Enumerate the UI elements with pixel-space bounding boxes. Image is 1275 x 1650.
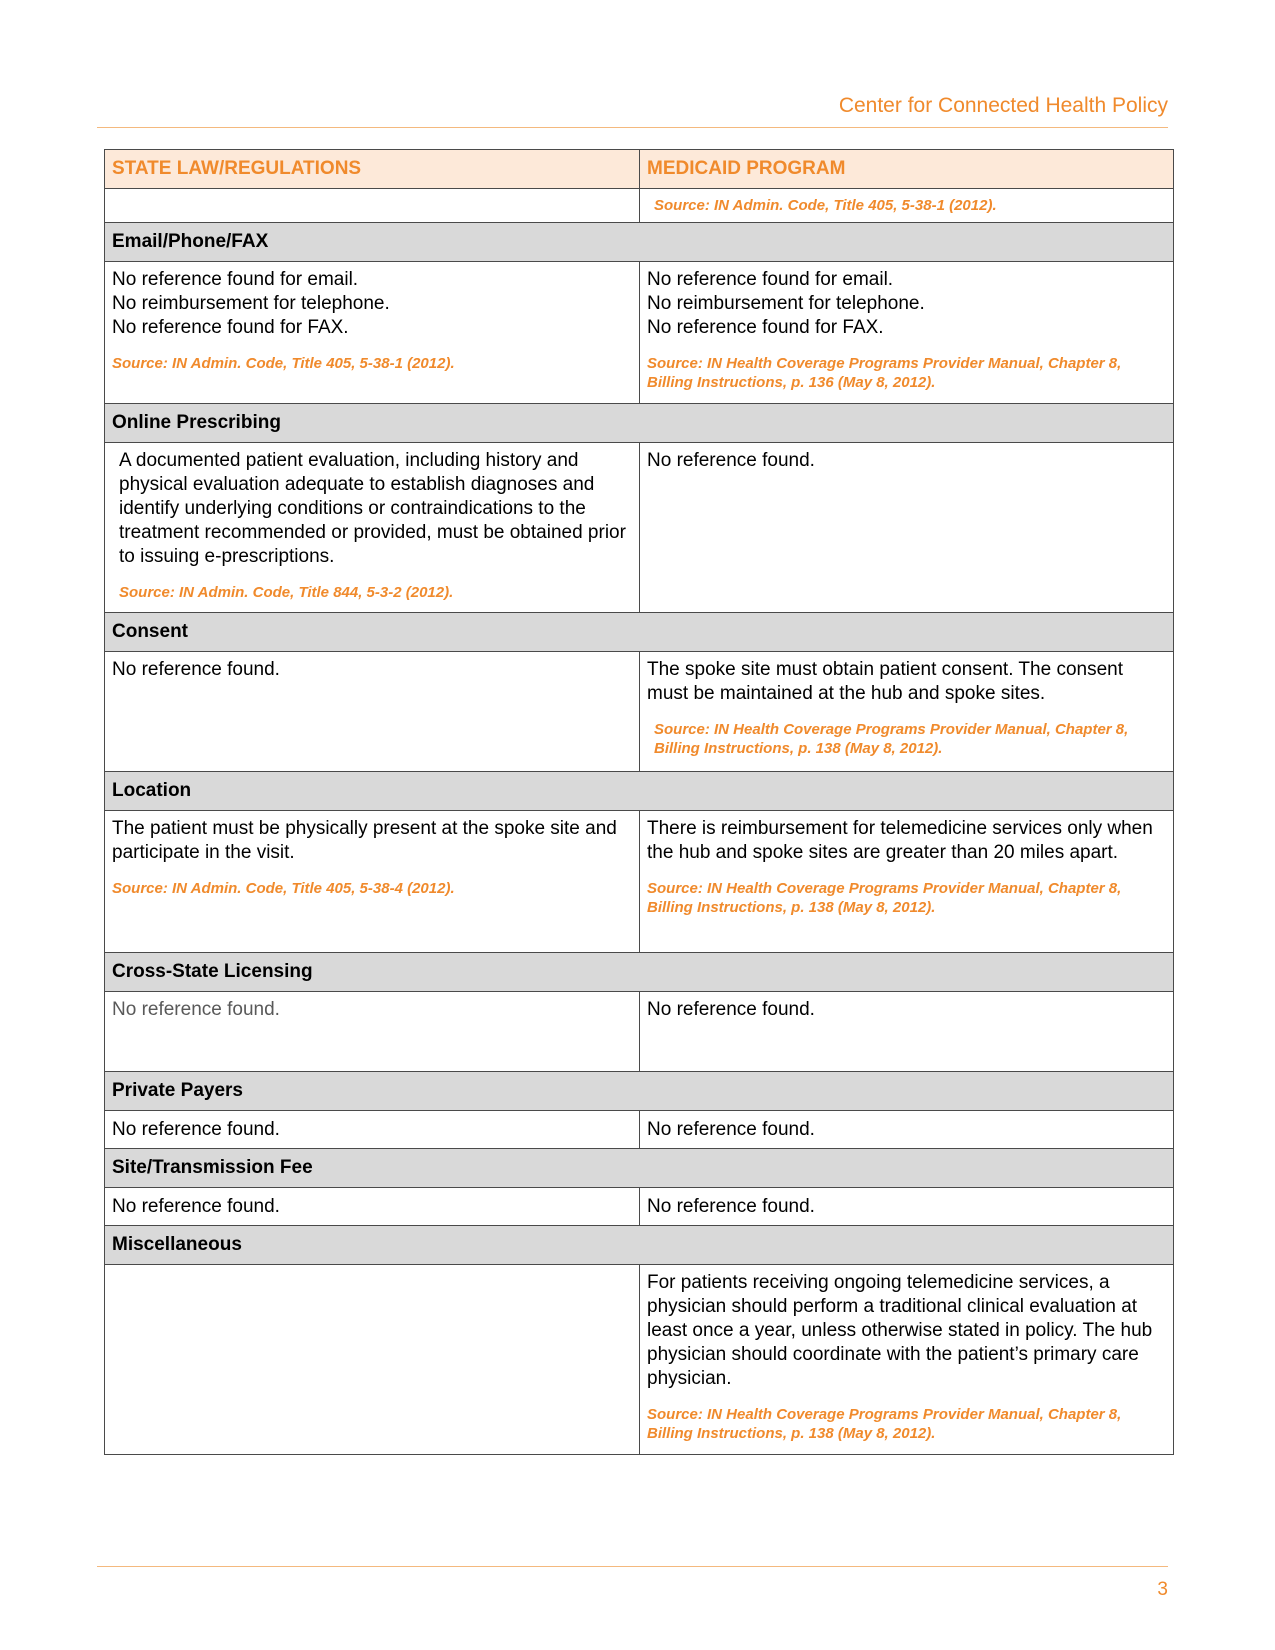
section-title: Location xyxy=(105,772,1174,811)
table-row xyxy=(105,189,1174,223)
section-header-online-prescribing xyxy=(105,404,1174,443)
page-number: 3 xyxy=(1157,1579,1168,1600)
text-paragraph: A documented patient evaluation, including history and physical evaluation adequate to establish diagnoses and identify underlying conditions or contraindications to the treatment recommended or provided, must be obtained prior to issuing e-prescriptions. xyxy=(119,450,626,567)
empty-cell xyxy=(105,1265,640,1455)
text-paragraph: There is reimbursement for telemedicine services only when the hub and spoke sites are greater than 20 miles apart. xyxy=(647,818,1153,863)
source-citation: Source: IN Health Coverage Programs Provider Manual, Chapter 8, Billing Instructions, p. 138 (May 8, 2012). xyxy=(654,721,1129,757)
table-row xyxy=(105,262,1174,404)
source-citation: Source: IN Health Coverage Programs Provider Manual, Chapter 8, Billing Instructions, p. 138 (May 8, 2012). xyxy=(647,1406,1122,1442)
text-paragraph: The spoke site must obtain patient consent. The consent must be maintained at the hub and spoke sites. xyxy=(647,659,1123,704)
column-header-row xyxy=(105,150,1174,189)
table-row xyxy=(105,1188,1174,1226)
section-title: Miscellaneous xyxy=(105,1226,1174,1265)
section-header-cross-state-licensing xyxy=(105,953,1174,992)
table-row xyxy=(105,992,1174,1072)
source-citation: Source: IN Admin. Code, Title 405, 5-38-1 (2012). xyxy=(112,355,455,372)
text-paragraph: No reference found. xyxy=(112,659,280,680)
column-header-medicaid: MEDICAID PROGRAM xyxy=(640,150,1174,189)
section-title: Email/Phone/FAX xyxy=(105,223,1174,262)
text-paragraph: No reference found. xyxy=(647,999,815,1020)
section-header-private-payers xyxy=(105,1072,1174,1111)
table-row xyxy=(105,443,1174,613)
footer-rule xyxy=(97,1566,1168,1567)
empty-cell xyxy=(105,189,640,223)
section-header-consent xyxy=(105,613,1174,652)
section-header-miscellaneous xyxy=(105,1226,1174,1265)
text-line: No reimbursement for telephone. xyxy=(647,293,925,314)
org-header: Center for Connected Health Policy xyxy=(838,94,1168,117)
table-row xyxy=(105,1111,1174,1149)
section-title: Online Prescribing xyxy=(105,404,1174,443)
text-line: No reimbursement for telephone. xyxy=(112,293,390,314)
section-header-location xyxy=(105,772,1174,811)
source-citation: Source: IN Admin. Code, Title 405, 5-38-4 (2012). xyxy=(112,880,455,897)
table-row xyxy=(105,811,1174,953)
section-header-email-phone-fax xyxy=(105,223,1174,262)
text-line: No reference found for FAX. xyxy=(647,317,884,338)
header-rule xyxy=(97,127,1168,128)
section-header-site-transmission-fee xyxy=(105,1149,1174,1188)
column-header-state-law: STATE LAW/REGULATIONS xyxy=(105,150,640,189)
source-citation: Source: IN Health Coverage Programs Provider Manual, Chapter 8, Billing Instructions, p. 138 (May 8, 2012). xyxy=(647,880,1122,916)
text-line: No reference found for FAX. xyxy=(112,317,349,338)
section-title: Cross-State Licensing xyxy=(105,953,1174,992)
text-paragraph: No reference found. xyxy=(112,1118,280,1140)
text-paragraph: No reference found. xyxy=(647,1118,815,1140)
section-title: Private Payers xyxy=(105,1072,1174,1111)
section-title: Consent xyxy=(105,613,1174,652)
text-paragraph: No reference found. xyxy=(112,1195,280,1217)
source-citation: Source: IN Admin. Code, Title 844, 5-3-2 (2012). xyxy=(119,584,454,601)
text-paragraph: No reference found. xyxy=(112,999,280,1020)
policy-table xyxy=(104,149,1174,1455)
text-paragraph: No reference found. xyxy=(647,450,815,471)
text-line: No reference found for email. xyxy=(647,269,894,290)
text-paragraph: The patient must be physically present at the spoke site and participate in the visit. xyxy=(112,818,617,863)
table-row xyxy=(105,1265,1174,1455)
text-paragraph: No reference found. xyxy=(647,1195,815,1217)
text-paragraph: For patients receiving ongoing telemedicine services, a physician should perform a traditional clinical evaluation at least once a year, unless otherwise stated in policy. The hub physician should coordinate with the patient’s primary care physician. xyxy=(647,1272,1153,1389)
text-line: No reference found for email. xyxy=(112,269,359,290)
source-citation: Source: IN Health Coverage Programs Provider Manual, Chapter 8, Billing Instructions, p. 136 (May 8, 2012). xyxy=(647,355,1122,391)
source-citation: Source: IN Admin. Code, Title 405, 5-38-1 (2012). xyxy=(654,197,997,214)
table-row xyxy=(105,652,1174,772)
section-title: Site/Transmission Fee xyxy=(105,1149,1174,1188)
